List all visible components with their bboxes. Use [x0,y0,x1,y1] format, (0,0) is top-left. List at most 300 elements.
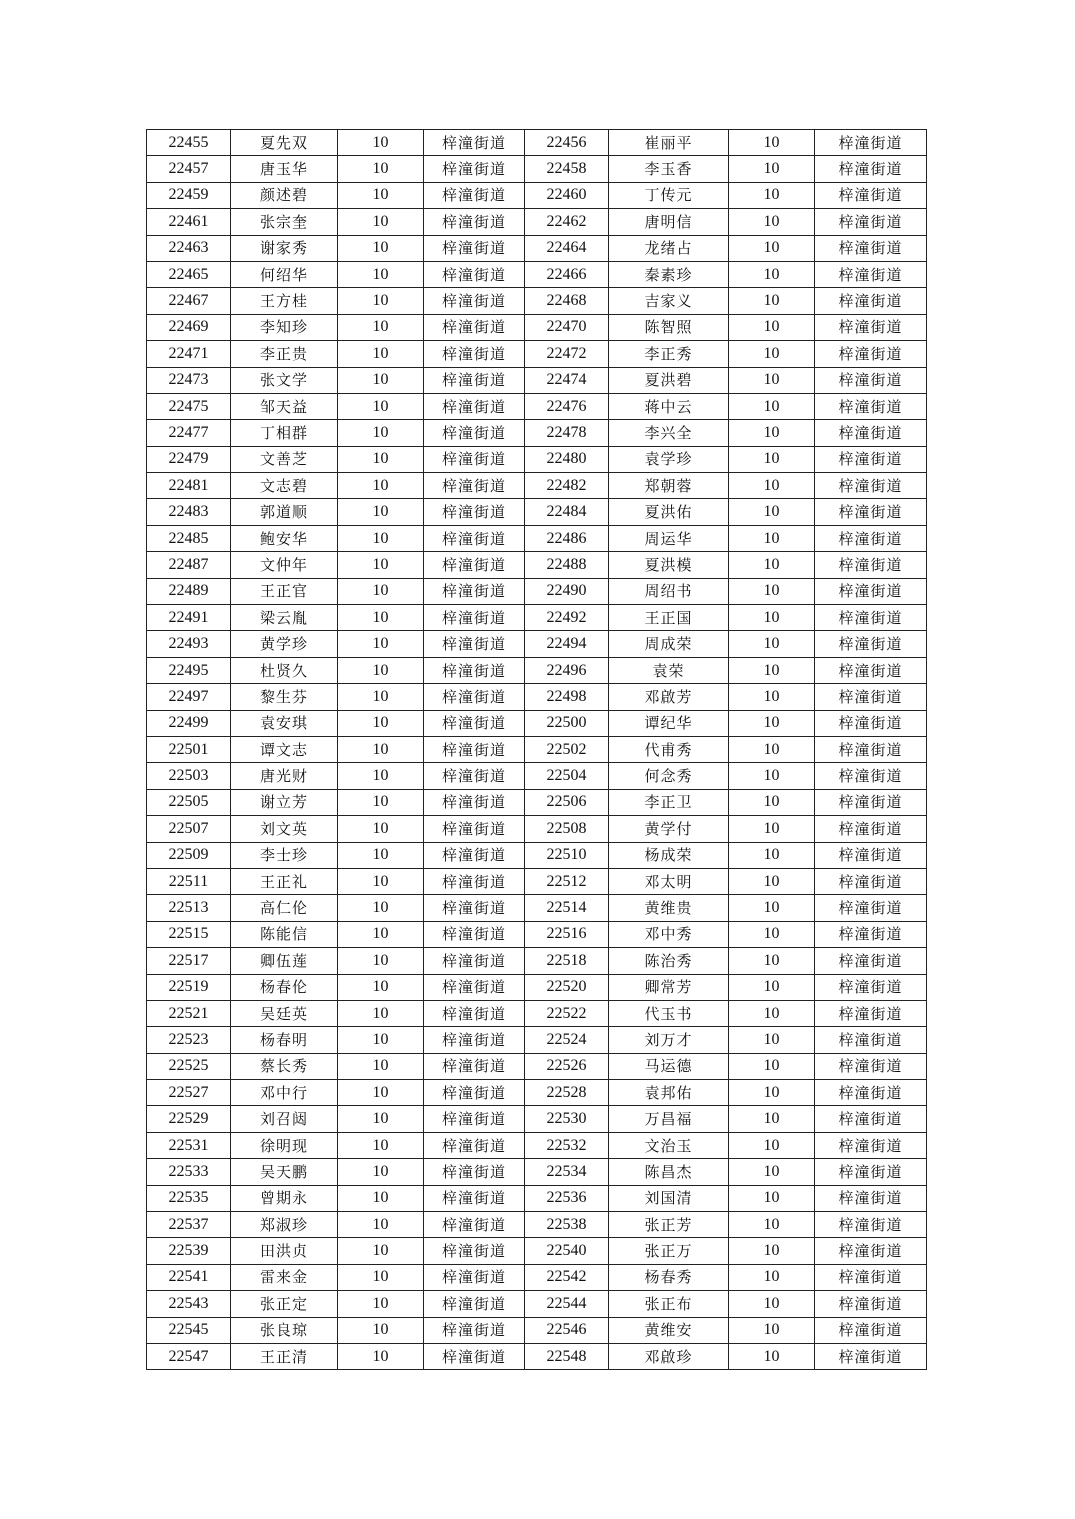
right-amount-cell: 10 [729,393,815,419]
left-street-name-cell: 梓潼街道 [424,261,525,287]
right-amount-cell: 10 [729,1000,815,1026]
left-record-id-cell: 22479 [147,446,231,472]
right-record-id-cell: 22462 [525,209,609,235]
right-person-name-cell: 袁学珍 [609,446,729,472]
table-row [147,1317,927,1343]
left-street-name-cell: 梓潼街道 [424,974,525,1000]
left-record-id-cell: 22485 [147,525,231,551]
left-person-name-cell: 徐明现 [231,1132,338,1158]
left-street-name-cell: 梓潼街道 [424,1080,525,1106]
left-amount-cell: 10 [338,1080,424,1106]
left-amount-cell: 10 [338,736,424,762]
right-record-id-cell: 22522 [525,1000,609,1026]
right-street-name-cell: 梓潼街道 [815,473,927,499]
right-amount-cell: 10 [729,1264,815,1290]
right-amount-cell: 10 [729,948,815,974]
right-amount-cell: 10 [729,314,815,340]
right-person-name-cell: 卿常芳 [609,974,729,1000]
right-person-name-cell: 龙绪占 [609,235,729,261]
right-street-name-cell: 梓潼街道 [815,578,927,604]
right-street-name-cell: 梓潼街道 [815,1212,927,1238]
right-amount-cell: 10 [729,130,815,156]
left-amount-cell: 10 [338,1291,424,1317]
left-amount-cell: 10 [338,921,424,947]
right-street-name-cell: 梓潼街道 [815,1106,927,1132]
left-person-name-cell: 卿伍莲 [231,948,338,974]
left-record-id-cell: 22505 [147,789,231,815]
right-record-id-cell: 22480 [525,446,609,472]
right-amount-cell: 10 [729,1080,815,1106]
right-street-name-cell: 梓潼街道 [815,314,927,340]
left-record-id-cell: 22495 [147,657,231,683]
left-person-name-cell: 颜述碧 [231,182,338,208]
left-record-id-cell: 22459 [147,182,231,208]
right-record-id-cell: 22532 [525,1132,609,1158]
left-street-name-cell: 梓潼街道 [424,393,525,419]
left-amount-cell: 10 [338,684,424,710]
left-street-name-cell: 梓潼街道 [424,816,525,842]
right-record-id-cell: 22490 [525,578,609,604]
right-person-name-cell: 袁邦佑 [609,1080,729,1106]
right-amount-cell: 10 [729,1106,815,1132]
left-amount-cell: 10 [338,1212,424,1238]
right-amount-cell: 10 [729,156,815,182]
left-street-name-cell: 梓潼街道 [424,948,525,974]
right-amount-cell: 10 [729,736,815,762]
left-street-name-cell: 梓潼街道 [424,1343,525,1369]
table-row [147,1238,927,1264]
left-person-name-cell: 吴廷英 [231,1000,338,1026]
right-street-name-cell: 梓潼街道 [815,868,927,894]
right-amount-cell: 10 [729,816,815,842]
table-row [147,1080,927,1106]
table-row [147,842,927,868]
left-person-name-cell: 黄学珍 [231,631,338,657]
left-person-name-cell: 谭文志 [231,736,338,762]
left-record-id-cell: 22503 [147,763,231,789]
right-record-id-cell: 22534 [525,1159,609,1185]
right-street-name-cell: 梓潼街道 [815,130,927,156]
left-person-name-cell: 杨春明 [231,1027,338,1053]
left-record-id-cell: 22529 [147,1106,231,1132]
right-record-id-cell: 22514 [525,895,609,921]
table-row [147,1212,927,1238]
table-row [147,684,927,710]
right-amount-cell: 10 [729,710,815,736]
right-street-name-cell: 梓潼街道 [815,341,927,367]
left-street-name-cell: 梓潼街道 [424,420,525,446]
left-street-name-cell: 梓潼街道 [424,130,525,156]
right-amount-cell: 10 [729,1212,815,1238]
right-street-name-cell: 梓潼街道 [815,921,927,947]
left-street-name-cell: 梓潼街道 [424,314,525,340]
left-amount-cell: 10 [338,130,424,156]
left-amount-cell: 10 [338,605,424,631]
right-street-name-cell: 梓潼街道 [815,1343,927,1369]
left-street-name-cell: 梓潼街道 [424,552,525,578]
left-record-id-cell: 22547 [147,1343,231,1369]
right-record-id-cell: 22516 [525,921,609,947]
left-amount-cell: 10 [338,1132,424,1158]
right-record-id-cell: 22496 [525,657,609,683]
left-street-name-cell: 梓潼街道 [424,789,525,815]
left-amount-cell: 10 [338,710,424,736]
left-record-id-cell: 22519 [147,974,231,1000]
table-row [147,868,927,894]
right-street-name-cell: 梓潼街道 [815,684,927,710]
right-amount-cell: 10 [729,341,815,367]
left-amount-cell: 10 [338,156,424,182]
right-record-id-cell: 22546 [525,1317,609,1343]
right-record-id-cell: 22544 [525,1291,609,1317]
right-street-name-cell: 梓潼街道 [815,763,927,789]
right-person-name-cell: 吉家义 [609,288,729,314]
right-street-name-cell: 梓潼街道 [815,1053,927,1079]
left-amount-cell: 10 [338,367,424,393]
left-amount-cell: 10 [338,420,424,446]
right-street-name-cell: 梓潼街道 [815,156,927,182]
left-person-name-cell: 郑淑珍 [231,1212,338,1238]
right-amount-cell: 10 [729,499,815,525]
left-person-name-cell: 刘召闼 [231,1106,338,1132]
right-street-name-cell: 梓潼街道 [815,1000,927,1026]
right-person-name-cell: 唐明信 [609,209,729,235]
right-record-id-cell: 22510 [525,842,609,868]
left-street-name-cell: 梓潼街道 [424,631,525,657]
table-row [147,710,927,736]
table-row [147,261,927,287]
right-record-id-cell: 22520 [525,974,609,1000]
right-person-name-cell: 张正芳 [609,1212,729,1238]
left-amount-cell: 10 [338,1159,424,1185]
right-record-id-cell: 22476 [525,393,609,419]
left-person-name-cell: 丁相群 [231,420,338,446]
right-person-name-cell: 黄维安 [609,1317,729,1343]
left-record-id-cell: 22481 [147,473,231,499]
right-person-name-cell: 万昌福 [609,1106,729,1132]
right-street-name-cell: 梓潼街道 [815,1317,927,1343]
left-person-name-cell: 何绍华 [231,261,338,287]
left-person-name-cell: 文仲年 [231,552,338,578]
right-person-name-cell: 陈治秀 [609,948,729,974]
left-street-name-cell: 梓潼街道 [424,921,525,947]
right-record-id-cell: 22528 [525,1080,609,1106]
left-street-name-cell: 梓潼街道 [424,657,525,683]
right-street-name-cell: 梓潼街道 [815,209,927,235]
right-amount-cell: 10 [729,182,815,208]
right-street-name-cell: 梓潼街道 [815,446,927,472]
right-record-id-cell: 22478 [525,420,609,446]
left-street-name-cell: 梓潼街道 [424,1185,525,1211]
right-amount-cell: 10 [729,684,815,710]
right-person-name-cell: 张正万 [609,1238,729,1264]
right-person-name-cell: 邓中秀 [609,921,729,947]
left-record-id-cell: 22525 [147,1053,231,1079]
left-street-name-cell: 梓潼街道 [424,1212,525,1238]
right-person-name-cell: 王正国 [609,605,729,631]
right-street-name-cell: 梓潼街道 [815,235,927,261]
right-record-id-cell: 22492 [525,605,609,631]
right-person-name-cell: 何念秀 [609,763,729,789]
left-person-name-cell: 陈能信 [231,921,338,947]
table-row [147,341,927,367]
left-amount-cell: 10 [338,842,424,868]
left-record-id-cell: 22493 [147,631,231,657]
left-record-id-cell: 22535 [147,1185,231,1211]
left-street-name-cell: 梓潼街道 [424,1159,525,1185]
left-amount-cell: 10 [338,235,424,261]
left-amount-cell: 10 [338,209,424,235]
right-record-id-cell: 22458 [525,156,609,182]
left-street-name-cell: 梓潼街道 [424,499,525,525]
right-amount-cell: 10 [729,235,815,261]
right-amount-cell: 10 [729,1291,815,1317]
right-person-name-cell: 李正卫 [609,789,729,815]
right-person-name-cell: 秦素珍 [609,261,729,287]
left-person-name-cell: 张正定 [231,1291,338,1317]
right-amount-cell: 10 [729,1132,815,1158]
right-record-id-cell: 22466 [525,261,609,287]
right-person-name-cell: 夏洪模 [609,552,729,578]
left-record-id-cell: 22499 [147,710,231,736]
left-person-name-cell: 文志碧 [231,473,338,499]
table-row [147,816,927,842]
right-amount-cell: 10 [729,868,815,894]
left-amount-cell: 10 [338,288,424,314]
left-amount-cell: 10 [338,314,424,340]
right-person-name-cell: 李兴全 [609,420,729,446]
right-amount-cell: 10 [729,473,815,499]
left-person-name-cell: 邹天益 [231,393,338,419]
left-street-name-cell: 梓潼街道 [424,895,525,921]
left-person-name-cell: 黎生芬 [231,684,338,710]
right-record-id-cell: 22500 [525,710,609,736]
left-person-name-cell: 张良琼 [231,1317,338,1343]
left-record-id-cell: 22497 [147,684,231,710]
table-row [147,288,927,314]
table-row [147,420,927,446]
right-amount-cell: 10 [729,288,815,314]
right-street-name-cell: 梓潼街道 [815,1185,927,1211]
left-amount-cell: 10 [338,868,424,894]
table-row [147,1264,927,1290]
right-street-name-cell: 梓潼街道 [815,895,927,921]
roster-table [146,129,927,1370]
left-record-id-cell: 22513 [147,895,231,921]
right-street-name-cell: 梓潼街道 [815,1264,927,1290]
left-street-name-cell: 梓潼街道 [424,710,525,736]
right-street-name-cell: 梓潼街道 [815,842,927,868]
left-street-name-cell: 梓潼街道 [424,1291,525,1317]
table-row [147,1185,927,1211]
right-record-id-cell: 22508 [525,816,609,842]
table-row [147,1132,927,1158]
left-amount-cell: 10 [338,393,424,419]
left-street-name-cell: 梓潼街道 [424,156,525,182]
right-amount-cell: 10 [729,1343,815,1369]
right-street-name-cell: 梓潼街道 [815,948,927,974]
left-amount-cell: 10 [338,1317,424,1343]
table-row [147,1027,927,1053]
right-record-id-cell: 22518 [525,948,609,974]
left-amount-cell: 10 [338,1053,424,1079]
left-amount-cell: 10 [338,895,424,921]
left-street-name-cell: 梓潼街道 [424,1053,525,1079]
right-person-name-cell: 蒋中云 [609,393,729,419]
right-street-name-cell: 梓潼街道 [815,1159,927,1185]
left-street-name-cell: 梓潼街道 [424,684,525,710]
right-record-id-cell: 22504 [525,763,609,789]
left-record-id-cell: 22467 [147,288,231,314]
left-record-id-cell: 22475 [147,393,231,419]
right-amount-cell: 10 [729,605,815,631]
right-street-name-cell: 梓潼街道 [815,736,927,762]
table-row [147,552,927,578]
table-row [147,1159,927,1185]
right-person-name-cell: 丁传元 [609,182,729,208]
right-amount-cell: 10 [729,446,815,472]
right-amount-cell: 10 [729,1317,815,1343]
right-record-id-cell: 22506 [525,789,609,815]
right-person-name-cell: 陈昌杰 [609,1159,729,1185]
right-amount-cell: 10 [729,631,815,657]
right-street-name-cell: 梓潼街道 [815,261,927,287]
left-amount-cell: 10 [338,1343,424,1369]
left-person-name-cell: 鲍安华 [231,525,338,551]
right-amount-cell: 10 [729,1053,815,1079]
right-amount-cell: 10 [729,974,815,1000]
table-row [147,209,927,235]
left-record-id-cell: 22501 [147,736,231,762]
right-person-name-cell: 马运德 [609,1053,729,1079]
right-amount-cell: 10 [729,1027,815,1053]
right-record-id-cell: 22472 [525,341,609,367]
left-record-id-cell: 22455 [147,130,231,156]
table-row [147,1053,927,1079]
left-person-name-cell: 唐光财 [231,763,338,789]
left-amount-cell: 10 [338,1238,424,1264]
left-person-name-cell: 吴天鹏 [231,1159,338,1185]
table-row [147,948,927,974]
right-street-name-cell: 梓潼街道 [815,499,927,525]
right-record-id-cell: 22486 [525,525,609,551]
left-street-name-cell: 梓潼街道 [424,288,525,314]
left-record-id-cell: 22537 [147,1212,231,1238]
right-street-name-cell: 梓潼街道 [815,393,927,419]
table-row [147,789,927,815]
left-record-id-cell: 22491 [147,605,231,631]
roster-body [147,130,927,1370]
table-row [147,631,927,657]
right-person-name-cell: 李正秀 [609,341,729,367]
left-person-name-cell: 梁云胤 [231,605,338,631]
left-amount-cell: 10 [338,473,424,499]
left-person-name-cell: 谢立芳 [231,789,338,815]
right-amount-cell: 10 [729,367,815,393]
left-street-name-cell: 梓潼街道 [424,525,525,551]
right-record-id-cell: 22524 [525,1027,609,1053]
left-street-name-cell: 梓潼街道 [424,367,525,393]
right-record-id-cell: 22456 [525,130,609,156]
left-record-id-cell: 22543 [147,1291,231,1317]
left-street-name-cell: 梓潼街道 [424,736,525,762]
right-amount-cell: 10 [729,578,815,604]
left-street-name-cell: 梓潼街道 [424,473,525,499]
left-street-name-cell: 梓潼街道 [424,235,525,261]
left-person-name-cell: 李正贵 [231,341,338,367]
left-amount-cell: 10 [338,499,424,525]
table-row [147,156,927,182]
left-record-id-cell: 22465 [147,261,231,287]
right-person-name-cell: 张正布 [609,1291,729,1317]
right-amount-cell: 10 [729,789,815,815]
right-street-name-cell: 梓潼街道 [815,552,927,578]
left-amount-cell: 10 [338,763,424,789]
right-record-id-cell: 22468 [525,288,609,314]
left-person-name-cell: 唐玉华 [231,156,338,182]
right-amount-cell: 10 [729,842,815,868]
left-record-id-cell: 22527 [147,1080,231,1106]
left-record-id-cell: 22469 [147,314,231,340]
right-amount-cell: 10 [729,1185,815,1211]
right-person-name-cell: 邓啟芳 [609,684,729,710]
table-row [147,578,927,604]
left-street-name-cell: 梓潼街道 [424,1106,525,1132]
right-amount-cell: 10 [729,763,815,789]
right-record-id-cell: 22482 [525,473,609,499]
left-person-name-cell: 邓中行 [231,1080,338,1106]
right-amount-cell: 10 [729,1238,815,1264]
right-street-name-cell: 梓潼街道 [815,525,927,551]
table-row [147,1343,927,1369]
left-amount-cell: 10 [338,789,424,815]
table-row [147,235,927,261]
right-person-name-cell: 代玉书 [609,1000,729,1026]
table-row [147,605,927,631]
right-street-name-cell: 梓潼街道 [815,1080,927,1106]
left-street-name-cell: 梓潼街道 [424,868,525,894]
right-record-id-cell: 22542 [525,1264,609,1290]
left-person-name-cell: 杨春伦 [231,974,338,1000]
right-person-name-cell: 杨成荣 [609,842,729,868]
right-person-name-cell: 邓啟珍 [609,1343,729,1369]
left-amount-cell: 10 [338,1000,424,1026]
right-record-id-cell: 22536 [525,1185,609,1211]
right-amount-cell: 10 [729,552,815,578]
right-record-id-cell: 22498 [525,684,609,710]
left-amount-cell: 10 [338,1185,424,1211]
right-street-name-cell: 梓潼街道 [815,1132,927,1158]
table-row [147,130,927,156]
left-record-id-cell: 22545 [147,1317,231,1343]
right-person-name-cell: 郑朝蓉 [609,473,729,499]
right-person-name-cell: 夏洪碧 [609,367,729,393]
left-amount-cell: 10 [338,948,424,974]
right-amount-cell: 10 [729,657,815,683]
right-street-name-cell: 梓潼街道 [815,1027,927,1053]
table-row [147,1106,927,1132]
left-amount-cell: 10 [338,525,424,551]
left-street-name-cell: 梓潼街道 [424,1027,525,1053]
left-street-name-cell: 梓潼街道 [424,1132,525,1158]
right-record-id-cell: 22460 [525,182,609,208]
right-record-id-cell: 22484 [525,499,609,525]
left-person-name-cell: 袁安琪 [231,710,338,736]
right-person-name-cell: 袁荣 [609,657,729,683]
right-amount-cell: 10 [729,420,815,446]
left-record-id-cell: 22523 [147,1027,231,1053]
left-record-id-cell: 22509 [147,842,231,868]
